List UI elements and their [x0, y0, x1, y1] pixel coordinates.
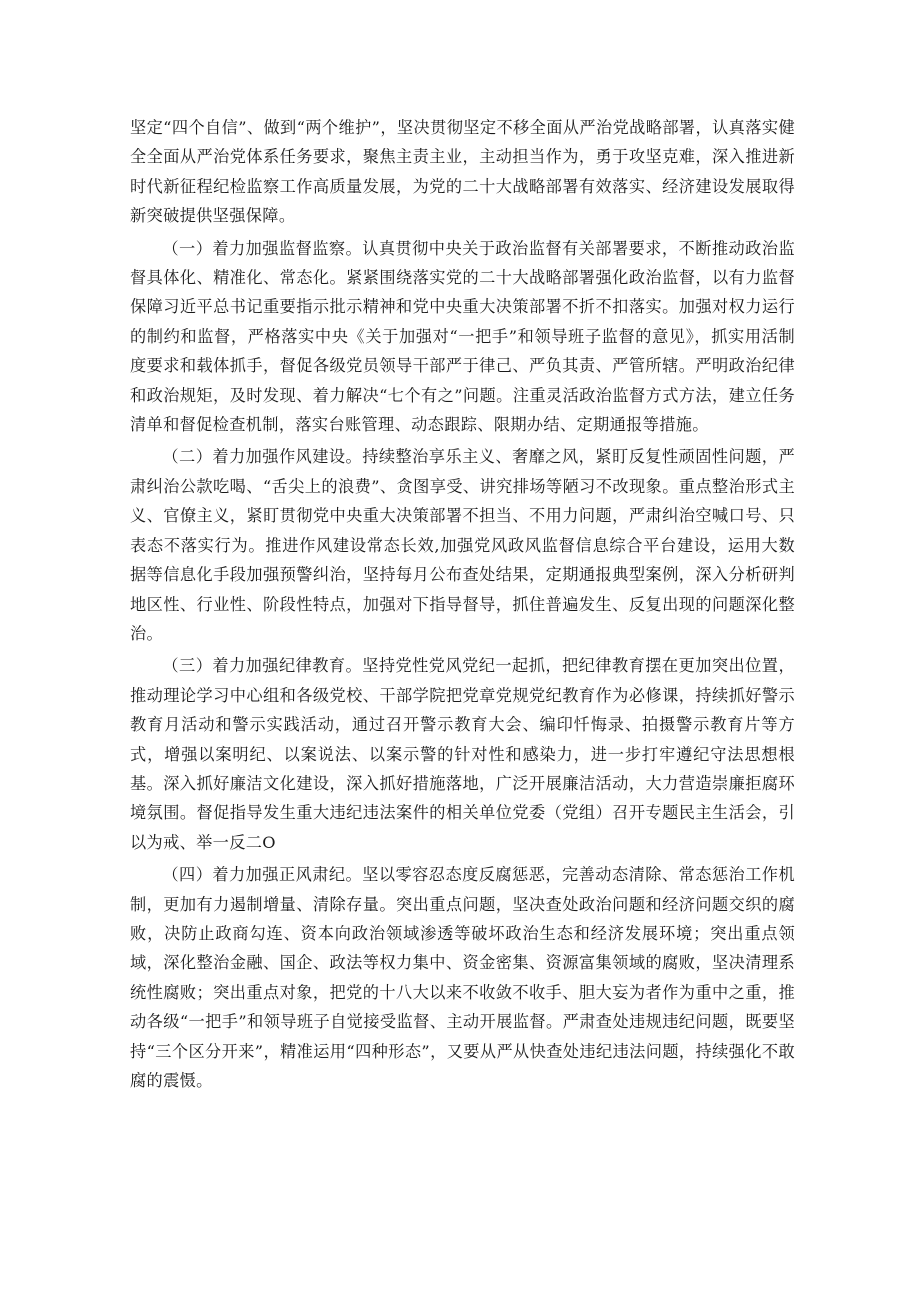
section-4-anti-corruption: （四）着力加强正风肃纪。坚以零容忍态度反腐惩恶，完善动态清除、常态惩治工作机制，更加有力遏制增量、清除存量。突出重点问题，坚决查处政治问题和经济问题交织的腐败，决防止政商勾连、资本向政治领域渗透等破坏政治生态和经济发展环境；突出重点领域，深化整治金融、国企、政法等权力集中、资金密集、资源富集领域的腐败，坚决清理系统性腐败；突出重点对象，把党的十八大以来不收敛不收手、胆大妄为者作为重中之重，推动各级“一把手”和领导班子自觉接受监督、主动开展监督。严肃查处违规违纪问题，既要坚持“三个区分开来”，精准运用“四种形态”，又要从严从快查处违纪违法问题，持续强化不敢腐的震慑。: [130, 865, 795, 1090]
intro-paragraph: 坚定“四个自信”、做到“两个维护”，坚决贯彻坚定不移全面从严治党战略部署，认真落实健全全面从严治党体系任务要求，聚焦主责主业，主动担当作为，勇于攻坚克难，深入推进新时代新征程纪检监察工作高质量发展，为党的二十大战略部署有效落实、经济建设发展取得新突破提供坚强保障。: [130, 118, 795, 226]
document-body: [130, 113, 795, 1098]
section-1-supervision: （一）着力加强监督监察。认真贯彻中央关于政治监督有关部署要求，不断推动政治监督具体化、精准化、常态化。紧紧围绕落实党的二十大战略部署强化政治监督，以有力监督保障习近平总书记重要指示批示精神和党中央重大决策部署不折不扣落实。加强对权力运行的制约和监督，严格落实中央《关于加强对“一把手”和领导班子监督的意见》，抓实用活制度要求和载体抓手，督促各级党员领导干部严于律己、严负其责、严管所辖。严明政治纪律和政治规矩，及时发现、着力解决“七个有之”问题。注重灵活政治监督方式方法，建立任务清单和督促检查机制，落实台账管理、动态跟踪、限期办结、定期通报等措施。: [130, 238, 795, 435]
section-3-discipline-education: （三）着力加强纪律教育。坚持党性党风党纪一起抓，把纪律教育摆在更加突出位置，推动理论学习中心组和各级党校、干部学院把党章党规党纪教育作为必修课，持续抓好警示教育月活动和警示实践活动，通过召开警示教育大会、编印忏悔录、拍摄警示教育片等方式，增强以案明纪、以案说法、以案示警的针对性和感染力，进一步打牢遵纪守法思想根基。深入抓好廉洁文化建设，深入抓好措施落地，广泛开展廉洁活动，大力营造崇廉拒腐环境氛围。督促指导发生重大违纪违法案件的相关单位党委（党组）召开专题民主生活会，引以为戒、举一反二O: [130, 656, 795, 852]
section-2-work-style: （二）着力加强作风建设。持续整治享乐主义、奢靡之风，紧盯反复性顽固性问题，严肃纠治公款吃喝、“舌尖上的浪费”、贪图享受、讲究排场等陋习不改现象。重点整治形式主义、官僚主义，紧盯贯彻党中央重大决策部署不担当、不用力问题，严肃纠治空喊口号、只表态不落实行为。推进作风建设常态长效,加强党风政风监督信息综合平台建设，运用大数据等信息化手段加强预警纠治，坚持每月公布查处结果，定期通报典型案例，深入分析研判地区性、行业性、阶段性特点，加强对下指导督导，抓住普遍发生、反复出现的问题深化整治。: [130, 447, 795, 643]
